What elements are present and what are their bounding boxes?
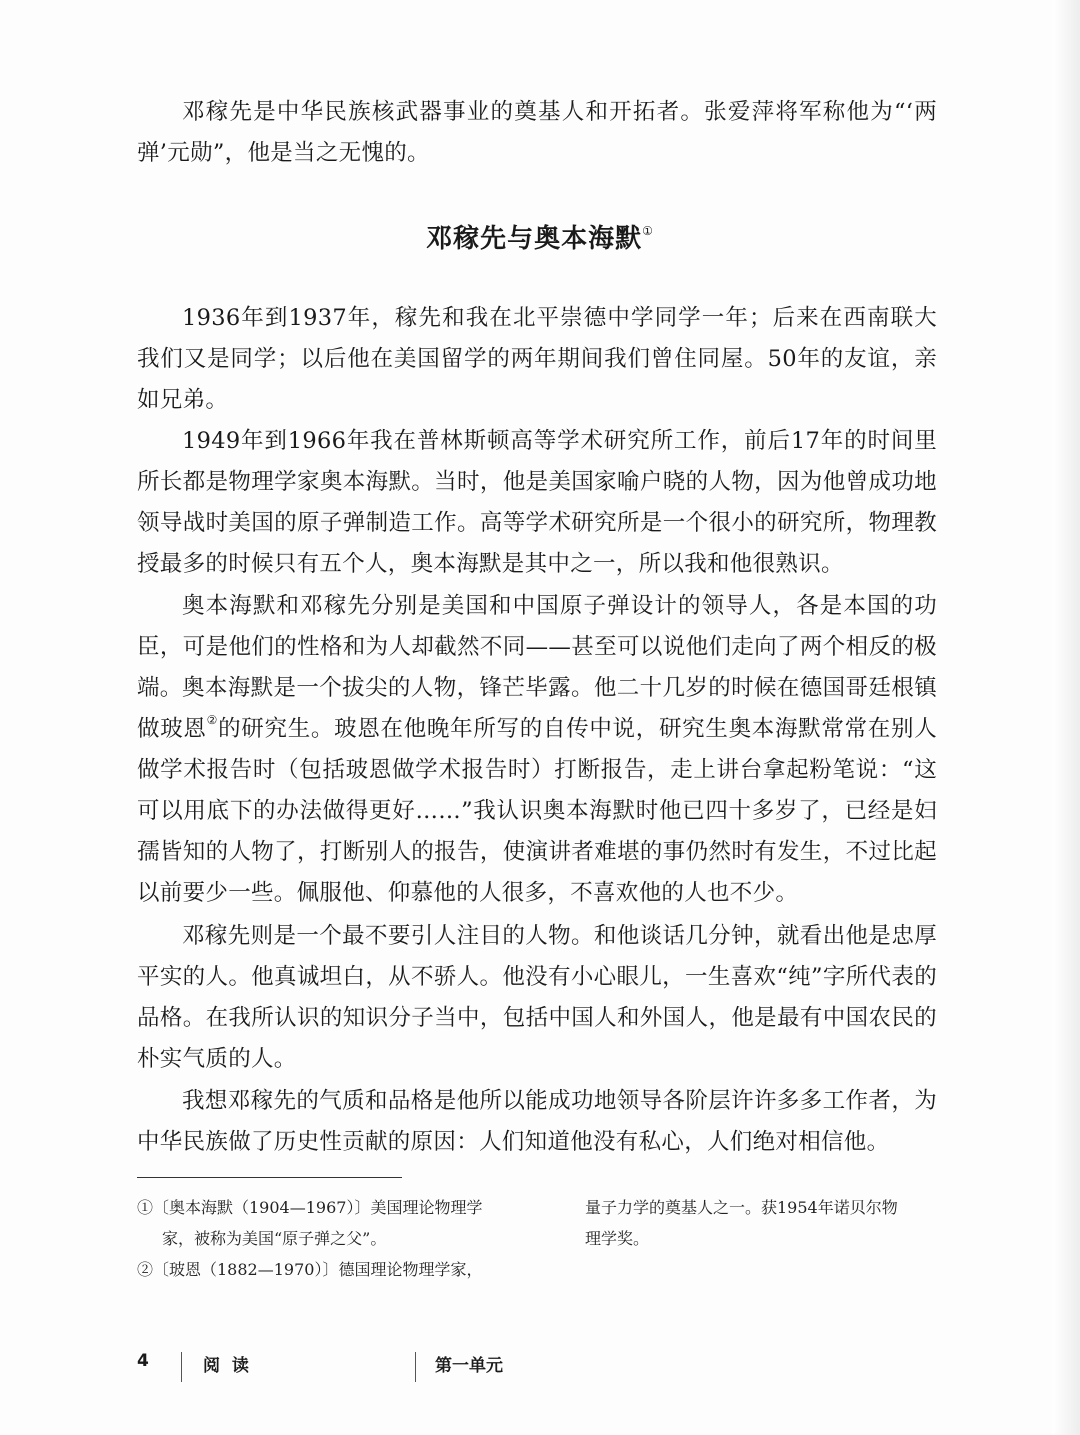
footer-section-label: 阅 读	[203, 1356, 252, 1376]
footnote-2-line-1: ②〔玻恩（1882—1970）〕德国理论物理学家，	[137, 1260, 483, 1279]
footer-separator-right	[415, 1352, 416, 1382]
page-edge-shadow	[1052, 0, 1080, 1435]
footnote-divider	[137, 1177, 402, 1178]
born-footnote-mark[interactable]: ②	[206, 713, 219, 727]
footnote-1-line-1: ①〔奥本海默（1904—1967）〕美国理论物理学	[137, 1198, 483, 1217]
title-footnote-mark[interactable]: ①	[642, 224, 654, 238]
footnote-1-line-2: 家，被称为美国“原子弹之父”。	[162, 1229, 387, 1248]
footer-unit-label: 第一单元	[435, 1356, 503, 1376]
body-paragraph-2: 1949年到1966年我在普林斯顿高等学术研究所工作，前后17年的时间里所长都是物理学家奥本海默。当时，他是美国家喻户晓的人物，因为他曾成功地领导战时美国的原子弹制造工作。高等学术研究所是一个很小的研究所，物理教授最多的时候只有五个人，奥本海默是其中之一，所以我和他很熟识。	[137, 428, 937, 577]
body-paragraph-5: 邓稼先则是一个最不要引人注目的人物。和他谈话几分钟，就看出他是忠厚平实的人。他真诚坦白，从不骄人。他没有小心眼儿，一生喜欢“纯”字所代表的品格。在我所认识的知识分子当中，包括中国人和外国人，他是最有中国农民的朴实气质的人。	[137, 923, 937, 1072]
footer-separator-left	[181, 1352, 182, 1382]
body-paragraph-3: 奥本海默和邓稼先分别是美国和中国原子弹设计的领导人，各是本国的功臣，可是他们的性格和为人却截然不同——甚至可以说他们走向了两个相反的极端。	[137, 593, 937, 701]
body-paragraph-6: 我想邓稼先的气质和品格是他所以能成功地领导各阶层许许多多工作者，为中华民族做了历史性贡献的原因：人们知道他没有私心，人们绝对相信他。	[137, 1088, 937, 1155]
body-paragraph-4-part2: 的研究生。玻恩在他晚年所写的自传中说，研究生奥本海默常常在别人做学术报告时（包括玻恩做学术报告时）打断报告，走上讲台拿起粉笔说：“这可以用底下的办法做得更好……”我认识奥本海默时他已四十多岁了，已经是妇孺皆知的人物了，打断别人的报告，使演讲者难堪的事仍然时有发生，不过比起以前要少一些。佩服他、仰慕他的人很多，不喜欢他的人也不少。	[137, 716, 937, 906]
intro-paragraph: 邓稼先是中华民族核武器事业的奠基人和开拓者。张爱萍将军称他为“‘两弹’元勋”，他是当之无愧的。	[137, 99, 937, 166]
footnote-2-line-3: 理学奖。	[585, 1229, 650, 1248]
body-paragraph-4-part1: 奥本海默是一个拔尖的人物，锋芒毕露。他二十几岁的时候在德国哥廷根镇做玻恩	[137, 675, 937, 742]
body-paragraph-1: 1936年到1937年，稼先和我在北平崇德中学同学一年；后来在西南联大我们又是同学；以后他在美国留学的两年期间我们曾住同屋。50年的友谊，亲如兄弟。	[137, 305, 937, 413]
body-paragraph-4	[137, 668, 937, 914]
article-title	[0, 218, 1080, 255]
article-title-text: 邓稼先与奥本海默	[426, 224, 643, 254]
page-number: 4	[137, 1351, 149, 1371]
footnote-2-line-2: 量子力学的奠基人之一。获1954年诺贝尔物	[585, 1198, 898, 1217]
